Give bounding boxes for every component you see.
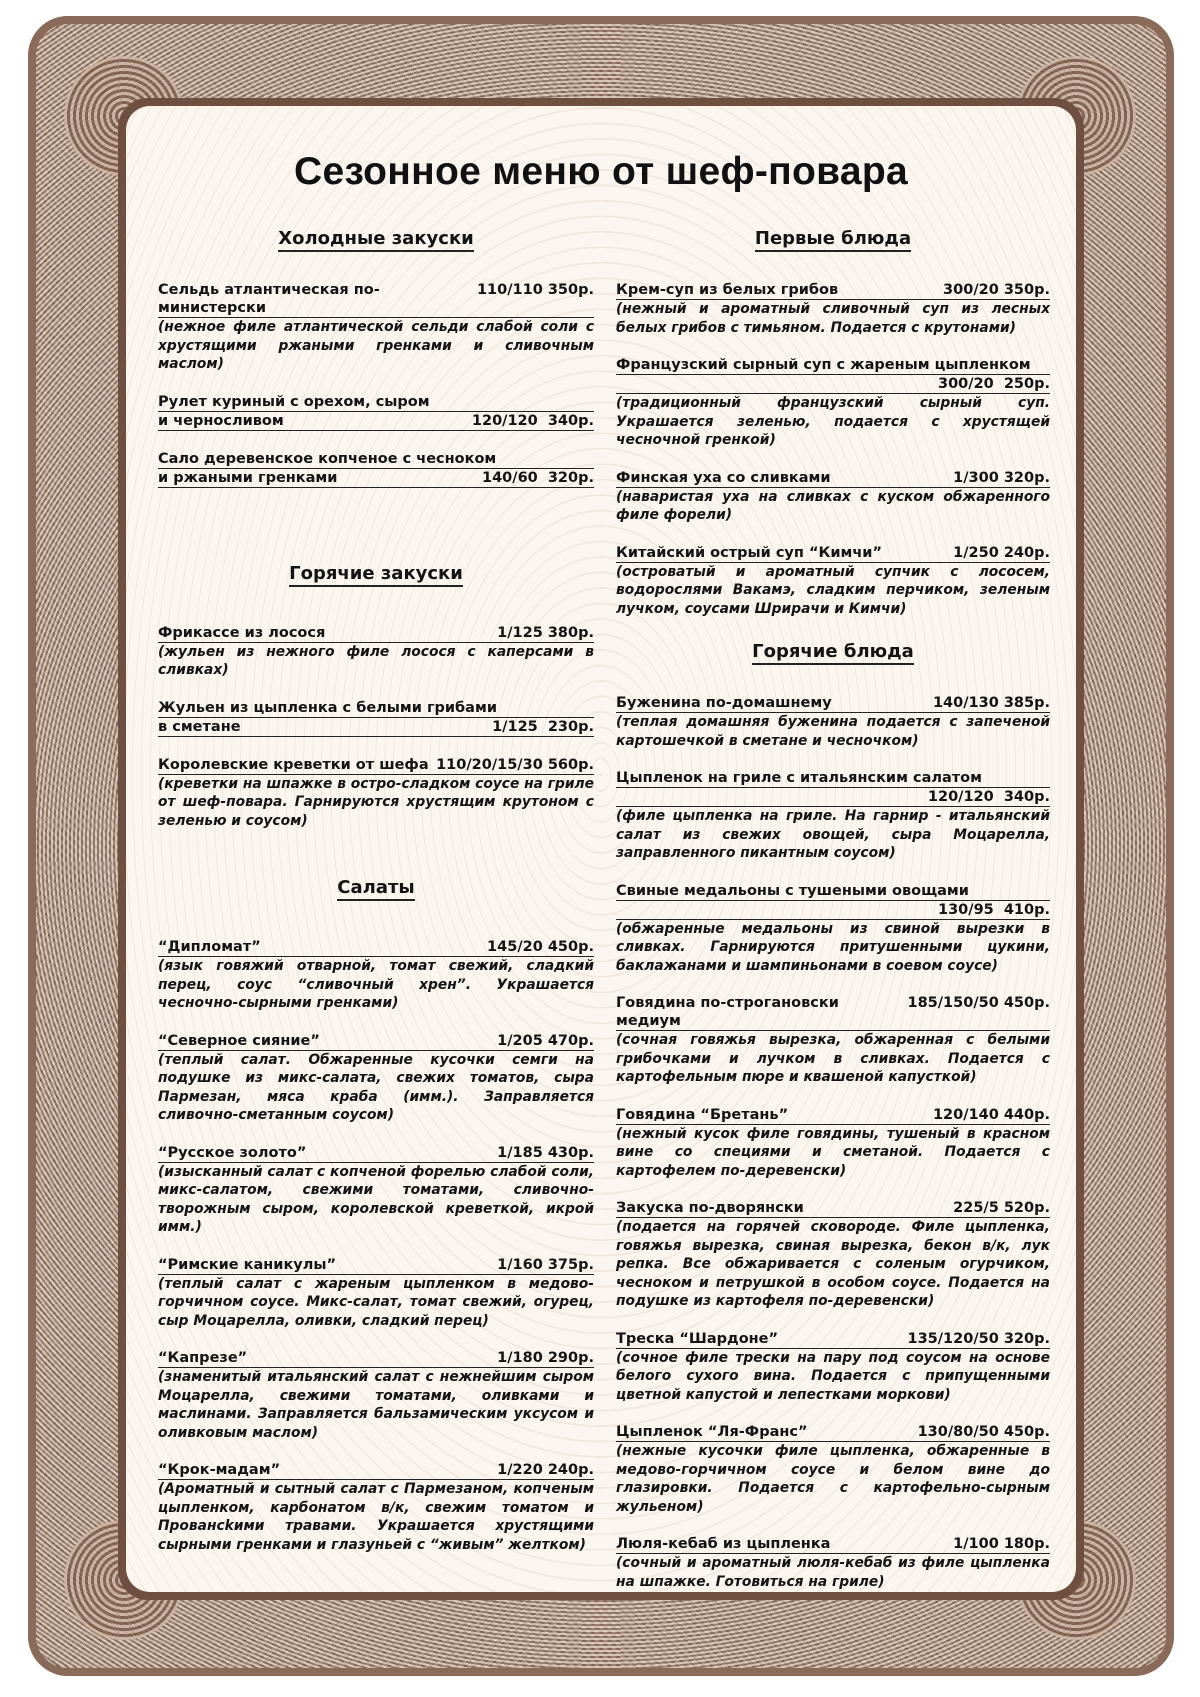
item-name: Королевские креветки от шефа	[158, 756, 429, 773]
menu-item	[616, 281, 1050, 337]
menu-item	[616, 544, 1050, 619]
item-description: (язык говяжий отварной, томат свежий, сладкий перец, соус “сливочный хрен”. Украшается чесночно-сырными гренками)	[158, 958, 594, 1011]
menu-item	[158, 938, 594, 1013]
item-name: Треска “Шардоне”	[616, 1330, 779, 1347]
item-description: (островатый и ароматный супчик с лососем, водорослями Вакамэ, сладким перчиком, зеленым лучком, соусами Шрирачи и Кимчи)	[616, 563, 1050, 617]
item-description: (традиционный французский сырный суп. Украшается зеленью, подается с хрустящей чесночной гренкой)	[616, 395, 1050, 448]
item-name-cont: в сметане	[158, 718, 241, 735]
menu-item	[616, 694, 1050, 750]
item-price: 300/20 250р.	[938, 376, 1050, 392]
item-description: (знаменитый итальянский салат с нежнейшим сыром Моцарелла, свежими томатами, оливками и маслинами. Заправляется бальзамическим уксусом и оливковым маслом)	[158, 1369, 594, 1441]
item-description: (нежное филе атлантической сельди слабой соли с хрустящими ржаными гренками и сливочным маслом)	[158, 319, 594, 372]
item-price: 1/160 375р.	[497, 1256, 594, 1273]
item-name: “Русское золото”	[158, 1144, 307, 1161]
menu-item	[616, 469, 1050, 525]
menu-item	[158, 624, 594, 680]
item-name: Китайский острый суп “Кимчи”	[616, 544, 882, 561]
item-description: (нежный кусок филе говядины, тушеный в красном вине со специями и сметаной. Подается с картофелем по-деревенски)	[616, 1125, 1050, 1179]
item-name: Крем-суп из белых грибов	[616, 282, 839, 298]
menu-item	[158, 1461, 594, 1554]
item-price: 130/95 410р.	[938, 901, 1050, 918]
section-title-salads: Салаты	[158, 877, 594, 898]
item-name: Цыпленок “Ля-Франс”	[616, 1424, 808, 1440]
item-name: Сало деревенское копченое с чесноком	[158, 450, 497, 467]
item-description: (подается на горячей сковороде. Филе цыпленка, говяжья вырезка, свиная вырезка, бекон в/к, лук репка. Все обжаривается с соленым огурчиком, чесноком и петрушкой в особом соусе. Подается на подушке из картофеля по-деревенски)	[616, 1219, 1050, 1309]
item-price: 185/150/50 450р.	[907, 995, 1050, 1011]
menu-item	[616, 1106, 1050, 1181]
section-title-soups: Первые блюда	[616, 228, 1050, 249]
item-name: Свиные медальоны с тушеными овощами	[616, 882, 969, 899]
menu-item	[616, 882, 1050, 976]
item-description: (наваристая уха на сливках с куском обжаренного филе форели)	[616, 488, 1050, 523]
item-description: (филе цыпленка на гриле. На гарнир - итальянский салат из свежих овощей, сыра Моцарелла, заправленного пикантным соусом)	[616, 808, 1050, 861]
item-name: Фрикассе из лосося	[158, 624, 326, 641]
item-name: “Римские каникулы”	[158, 1256, 337, 1273]
item-price: 1/125 230р.	[492, 718, 594, 735]
item-price: 1/125 380р.	[497, 624, 594, 641]
item-description: (сочная говяжья вырезка, обжаренная с белыми грибочками и лучком в сливках. Подается с картофельным пюре и квашеной капусткой)	[616, 1032, 1050, 1085]
item-price: 300/20 350р.	[943, 282, 1050, 298]
item-name: Говядина по-строгановски медиум	[616, 995, 844, 1029]
item-price: 1/185 430р.	[497, 1144, 594, 1161]
item-price: 1/205 470р.	[497, 1032, 594, 1049]
item-price: 225/5 520р.	[953, 1200, 1050, 1216]
menu-item	[158, 1256, 594, 1331]
menu-item	[616, 1330, 1050, 1405]
item-price: 120/120 340р.	[471, 412, 594, 429]
item-price: 1/100 180р.	[953, 1536, 1050, 1552]
menu-item	[616, 994, 1050, 1087]
menu-item	[616, 1199, 1050, 1311]
item-price: 1/180 290р.	[497, 1350, 594, 1366]
item-price: 140/60 320р.	[482, 469, 594, 486]
menu-item	[616, 769, 1050, 863]
item-price: 1/250 240р.	[953, 544, 1050, 561]
item-description: (изысканный салат с копченой форелью слабой соли, микс-салатом, свежими томатами, сливочно-творожным сыром, королевской креветкой, икрой имм.)	[158, 1163, 594, 1235]
left-column	[158, 228, 594, 1573]
section-title-mains: Горячие блюда	[616, 641, 1050, 662]
item-price: 145/20 450р.	[487, 939, 594, 955]
menu-item	[158, 756, 594, 831]
item-description: (теплая домашняя буженина подается с запеченой картошечкой в сметане и чесночком)	[616, 714, 1050, 749]
menu-item	[158, 281, 594, 374]
item-description: (теплый салат с жареным цыпленком в медово-горчичном соусе. Микс-салат, томат свежий, огурец, сыр Моцарелла, оливки, сладкий перец)	[158, 1275, 594, 1329]
item-name: Буженина по-домашнему	[616, 695, 832, 711]
item-description: (нежный и ароматный сливочный суп из лесных белых грибов с тимьяном. Подается с крутонами)	[616, 301, 1050, 336]
item-description: (жульен из нежного филе лосося с каперсами в сливках)	[158, 643, 594, 678]
menu-item	[616, 1535, 1050, 1591]
item-name: Сельдь атлантическая по-министерски	[158, 282, 380, 316]
item-price: 110/110 350р.	[476, 282, 594, 298]
item-price: 1/300 320р.	[953, 469, 1050, 486]
item-description: (теплый салат. Обжаренные кусочки семги на подушке из микс-салата, свежих томатов, сыра Пармезан, мяса краба (имм.). Заправляется сливочно-сметанным соусом)	[158, 1051, 594, 1123]
item-name: Рулет куриный с орехом, сыром	[158, 393, 430, 410]
item-name: Жульен из цыпленка с белыми грибами	[158, 699, 497, 716]
menu-item	[158, 1032, 594, 1125]
item-price: 110/20/15/30 560р.	[436, 756, 594, 773]
menu-item	[158, 393, 594, 431]
item-name: Французский сырный суп с жареным цыпленком	[616, 357, 1031, 373]
item-name: “Северное сияние”	[158, 1032, 320, 1049]
item-description: (нежные кусочки филе цыпленка, обжаренные в медово-горчичном соусе и белом вине до глазировки. Подается с картофельно-сырным жульеном)	[616, 1443, 1050, 1515]
item-price: 120/140 440р.	[932, 1106, 1050, 1123]
item-price: 120/120 340р.	[927, 789, 1050, 805]
item-price: 130/80/50 450р.	[917, 1424, 1050, 1440]
item-name: Финская уха со сливками	[616, 469, 831, 486]
item-name: “Дипломат”	[158, 939, 261, 955]
item-name: “Капрезе”	[158, 1350, 248, 1366]
menu-item	[616, 356, 1050, 450]
item-name: Говядина “Бретань”	[616, 1106, 789, 1123]
item-price: 135/120/50 320р.	[907, 1330, 1050, 1347]
item-name: Закуска по-дворянски	[616, 1200, 804, 1216]
menu-item	[158, 699, 594, 737]
section-title-cold: Холодные закуски	[158, 228, 594, 249]
menu-item	[616, 1423, 1050, 1516]
item-name-cont: и ржаными гренками	[158, 469, 338, 486]
item-description: (креветки на шпажке в остро-сладком соусе на гриле от шеф-повара. Гарнируются хрустящим крутоном с зеленью и соусом)	[158, 775, 594, 829]
item-description: (сочный и ароматный люля-кебаб из филе цыпленка на шпажке. Готовиться на гриле)	[616, 1555, 1050, 1590]
menu-item	[158, 1349, 594, 1442]
item-name: Люля-кебаб из цыпленка	[616, 1536, 831, 1552]
menu-item	[158, 450, 594, 488]
item-description: (обжаренные медальоны из свиной вырезки в сливках. Гарнируются притушенными цукини, баклажанами и шампиньонами в соевом соусе)	[616, 920, 1050, 974]
item-name-cont: и черносливом	[158, 412, 284, 429]
item-price: 1/220 240р.	[497, 1462, 594, 1478]
right-column	[616, 228, 1050, 1610]
item-price: 140/130 385р.	[932, 695, 1050, 711]
section-title-hot-starters: Горячие закуски	[158, 563, 594, 584]
menu-item	[158, 1144, 594, 1237]
page-title: Сезонное меню от шеф-повара	[293, 150, 909, 193]
item-description: (Ароматный и сытный салат с Пармезаном, копченым цыпленком, карбонатом в/к, свежим томатом и Провансkими травами. Украшается хрустящими сырными гренками и глазуньей с “живым” желтком)	[158, 1481, 594, 1553]
item-name: Цыпленок на гриле с итальянским салатом	[616, 770, 982, 786]
item-name: “Крок-мадам”	[158, 1462, 281, 1478]
item-description: (сочное филе трески на пару под соусом на основе белого сухого вина. Подается с припущенными цветной капустой и лепестками моркови)	[616, 1349, 1050, 1403]
